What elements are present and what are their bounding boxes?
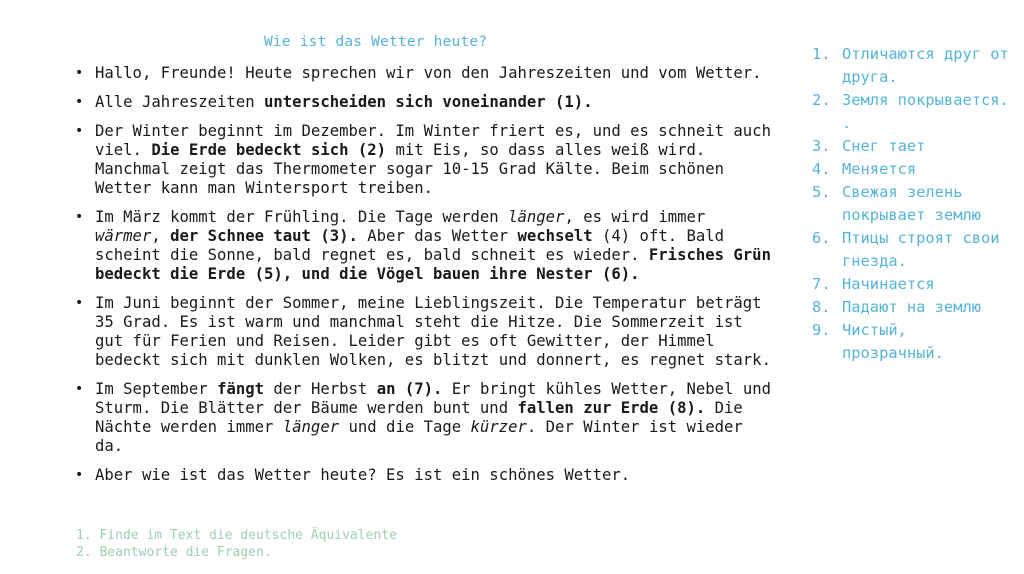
paragraph-segment: wärmer (95, 227, 152, 245)
paragraph (72, 64, 772, 83)
glossary-text: Чистый, прозрачный. (842, 321, 944, 362)
paragraph-segment: kürzer (470, 418, 527, 436)
glossary-item (812, 227, 1012, 273)
paragraph-segment: fängt (217, 380, 265, 398)
glossary-item (812, 181, 1012, 227)
glossary-number: 4. (812, 160, 831, 178)
glossary-number: 8. (812, 298, 831, 316)
task-line-1: 1. Finde im Text die deutsche Äquivalente (76, 528, 397, 543)
glossary-text: Птицы строят свои гнезда. (842, 229, 1000, 270)
page-title: Wie ist das Wetter heute? (264, 34, 488, 50)
paragraph-segment: . Der Winter ist wieder da. (95, 418, 743, 455)
paragraph-segment: fallen zur Erde (8). (517, 399, 706, 417)
paragraph-segment: (4) oft. Bald scheint die Sonne, bald regnet es, bald schneit es wieder. (95, 227, 725, 264)
paragraph-segment: , (151, 227, 171, 245)
paragraph-segment: der Schnee taut (3). (170, 227, 358, 245)
glossary-text: Падают на землю (842, 298, 981, 316)
task-footer (76, 527, 496, 561)
glossary-number: 3. (812, 137, 831, 155)
paragraph-segment: länger (282, 418, 340, 436)
paragraph (72, 93, 772, 112)
paragraph-segment: Er bringt kühles Wetter, Nebel und Sturm. Die Blätter der Bäume werden bunt und (95, 380, 771, 417)
glossary-item (812, 43, 1012, 89)
paragraph (72, 122, 772, 198)
paragraph-segment: Hallo, Freunde! Heute sprechen wir von den Jahreszeiten und vom Wetter. (95, 64, 762, 82)
paragraph-segment: Aber wie ist das Wetter heute? Es ist ein schönes Wetter. (95, 466, 631, 484)
paragraph-segment: wechselt (517, 227, 593, 245)
paragraph-segment: Im September (95, 380, 218, 398)
glossary-number: 6. (812, 229, 831, 247)
paragraph-segment: mit Eis, so dass alles weiß wird. Manchmal zeigt das Thermometer sogar 10-15 Grad Kälte. Beim schönen Wetter kann man Wintersport treiben. (95, 141, 725, 197)
glossary-text: Земля покрывается. . (842, 91, 1009, 132)
glossary-text: Свежая зелень покрывает землю (842, 183, 981, 224)
paragraph-segment: , es wird immer (564, 208, 706, 226)
paragraph-segment: Alle Jahreszeiten (95, 93, 264, 111)
paragraph-segment: Im März kommt der Frühling. Die Tage werden (95, 208, 509, 226)
glossary-text: Отличаются друг от друга. (842, 45, 1009, 86)
glossary-number: 1. (812, 45, 831, 63)
paragraph (72, 466, 772, 485)
task-line-2: 2. Beantworte die Fragen. (76, 545, 272, 560)
glossary-item (812, 319, 1012, 365)
glossary-text: Меняется (842, 160, 917, 178)
paragraph (72, 294, 772, 370)
paragraph-segment: und die Tage (339, 418, 471, 436)
paragraph-segment: länger (508, 208, 565, 226)
paragraph-segment: Im Juni beginnt der Sommer, meine Lieblingszeit. Die Temperatur beträgt 35 Grad. Es ist warm und manchmal steht die Hitze. Die Sommerzeit ist gut für Ferien und Reisen. Leider gibt es oft Gewitter, der Himmel bedeckt sich mit dunklen Wolken, es blitzt und donnert, es regnet stark. (95, 294, 771, 369)
main-text (72, 64, 772, 495)
glossary-number: 9. (812, 321, 831, 339)
glossary-item (812, 89, 1012, 135)
paragraph-segment: an (7). (376, 380, 443, 398)
paragraph-segment: Frisches Grün bedeckt die Erde (5), und die Vögel bauen ihre Nester (6). (95, 246, 771, 283)
glossary-item (812, 273, 1012, 296)
glossary-text: Снег тает (842, 137, 926, 155)
paragraph-segment: Aber das Wetter (357, 227, 518, 245)
glossary-item (812, 135, 1012, 158)
paragraph-segment: der Herbst (264, 380, 377, 398)
glossary-list (812, 43, 1012, 365)
paragraph (72, 208, 772, 284)
glossary-number: 2. (812, 91, 831, 109)
paragraph-segment: Der Winter beginnt im Dezember. Im Winter friert es, und es schneit auch viel. (95, 122, 771, 159)
glossary-text: Начинается (842, 275, 935, 293)
paragraph-segment: Die Nächte werden immer (95, 399, 743, 436)
glossary-item (812, 158, 1012, 181)
paragraph-segment: unterscheiden sich voneinander (1). (264, 93, 593, 111)
glossary-number: 7. (812, 275, 831, 293)
glossary-item (812, 296, 1012, 319)
paragraph-segment: Die Erde bedeckt sich (2) (151, 141, 387, 159)
paragraph (72, 380, 772, 456)
glossary-number: 5. (812, 183, 831, 201)
